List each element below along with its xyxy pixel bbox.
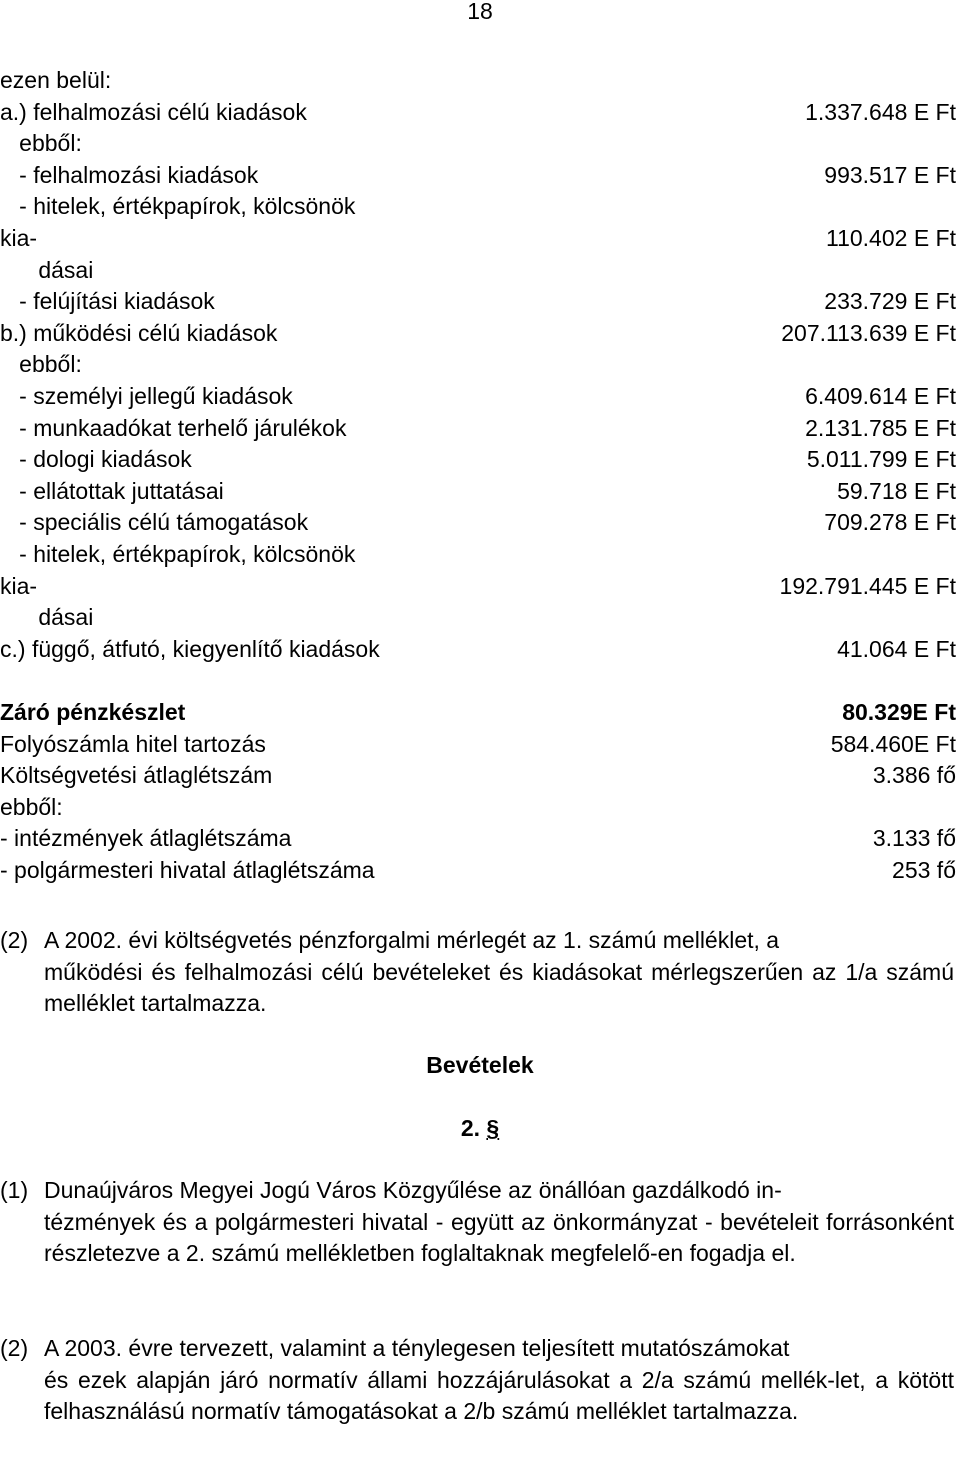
row-label: dásai: [0, 604, 94, 631]
table-row: [0, 696, 960, 728]
row-value: 59.718 E Ft: [837, 477, 956, 504]
row-label: kia-: [0, 572, 38, 599]
table-row: [0, 127, 960, 159]
table-row: [0, 96, 960, 128]
row-value: 41.064 E Ft: [837, 635, 956, 662]
row-label: Záró pénzkészlet: [0, 699, 186, 725]
row-value: 233.729 E Ft: [824, 288, 956, 315]
table-row: [0, 822, 960, 854]
paragraph-first-line: A 2003. évre tervezett, valamint a ténylegesen teljesített mutatószámokat: [44, 1335, 790, 1361]
table-row: [0, 412, 960, 444]
paragraph-continuation: tézmények és a polgármesteri hivatal - együtt az önkormányzat - bevételeit forrásonként részletezve a 2. számú mellékletben foglaltaknak megfelelő-en fogadja el.: [44, 1208, 954, 1266]
paragraph-indicators: [0, 1333, 954, 1428]
table-row: [0, 506, 960, 538]
paragraph-first-line: Dunaújváros Megyei Jogú Város Közgyűlése az önállóan gazdálkodó in-: [44, 1177, 782, 1203]
row-value: 80.329E Ft: [842, 699, 956, 725]
row-label: a.) felhalmozási célú kiadások: [0, 98, 307, 125]
paragraph-number: (2): [0, 1335, 29, 1361]
row-value: 993.517 E Ft: [824, 161, 956, 188]
row-value: 207.113.639 E Ft: [781, 319, 956, 346]
row-value: 6.409.614 E Ft: [805, 383, 956, 409]
row-value: 5.011.799 E Ft: [806, 446, 956, 473]
row-label: ebből:: [0, 351, 82, 378]
row-label: - felújítási kiadások: [0, 288, 215, 315]
table-row: [0, 285, 960, 317]
table-row: [0, 633, 960, 665]
paragraph-continuation: működési és felhalmozási célú bevételeket és kiadásokat mérlegszerűen az 1/a számú melléklet tartalmazza.: [44, 958, 954, 1016]
row-value: 110.402 E Ft: [826, 225, 956, 251]
row-label: - polgármesteri hivatal átlaglétszáma: [0, 857, 375, 883]
section-number: 2.: [460, 1115, 480, 1141]
paragraph-continuation: és ezek alapján járó normatív állami hozzájárulásokat a 2/a számú mellék-let, a kötött felhasználású normatív támogatásokat a 2/b számú melléklet tartalmazza.: [44, 1366, 954, 1424]
table-row: [0, 190, 960, 222]
table-row: [0, 601, 960, 633]
table-row: [0, 759, 960, 791]
paragraph-2002-balance: [0, 925, 954, 1020]
paragraph-revenue-approval: [0, 1175, 954, 1270]
row-label: - munkaadókat terhelő járulékok: [0, 414, 347, 441]
paragraph-number: (2): [0, 927, 29, 953]
row-label: b.) működési célú kiadások: [0, 319, 278, 346]
table-row: [0, 159, 960, 191]
heading-bevetelek: Bevételek: [426, 1052, 534, 1078]
table-row: [0, 317, 960, 349]
table-row: [0, 348, 960, 380]
table-row: [0, 475, 960, 507]
table-row: [0, 728, 960, 760]
table-row: [0, 222, 960, 254]
table-row: [0, 538, 960, 570]
row-label: ebből:: [0, 130, 82, 157]
row-label: - felhalmozási kiadások: [0, 161, 259, 188]
paragraph-first-line: A 2002. évi költségvetés pénzforgalmi mérlegét az 1. számú melléklet, a: [44, 927, 780, 953]
row-value: 3.133 fő: [872, 825, 956, 852]
row-value: 1.337.648 E Ft: [805, 98, 956, 125]
row-value: 3.386 fő: [872, 762, 956, 789]
row-label: ezen belül:: [0, 67, 112, 93]
table-row: [0, 664, 960, 696]
row-value: 584.460E Ft: [830, 730, 956, 757]
paragraph-number: (1): [0, 1177, 29, 1203]
row-label: c.) függő, átfutó, kiegyenlítő kiadások: [0, 635, 380, 662]
row-label: - hitelek, értékpapírok, kölcsönök: [0, 193, 356, 220]
row-label: - intézmények átlaglétszáma: [0, 825, 292, 852]
row-value: 2.131.785 E Ft: [805, 414, 956, 441]
row-label: - dologi kiadások: [0, 446, 192, 473]
table-row: [0, 791, 960, 823]
row-label: Költségvetési átlaglétszám: [0, 762, 273, 789]
row-label: kia-: [0, 225, 38, 251]
section-heading: [0, 1112, 960, 1144]
row-label: ebből:: [0, 793, 63, 820]
row-value: 709.278 E Ft: [824, 509, 956, 536]
row-label: dásai: [0, 256, 94, 283]
row-value: 253 fő: [892, 857, 956, 883]
row-label: - személyi jellegű kiadások: [0, 383, 293, 409]
section-mark: §: [486, 1115, 500, 1141]
table-row: [0, 64, 960, 96]
page-number: 18: [467, 0, 493, 24]
table-row: [0, 854, 960, 886]
row-label: - hitelek, értékpapírok, kölcsönök: [0, 541, 356, 567]
table-row: [0, 380, 960, 412]
table-row: [0, 254, 960, 286]
table-row: [0, 443, 960, 475]
row-label: - speciális célú támogatások: [0, 509, 309, 536]
table-row: [0, 570, 960, 602]
row-value: 192.791.445 E Ft: [779, 572, 956, 599]
row-label: Folyószámla hitel tartozás: [0, 730, 266, 757]
row-label: - ellátottak juttatásai: [0, 477, 224, 504]
